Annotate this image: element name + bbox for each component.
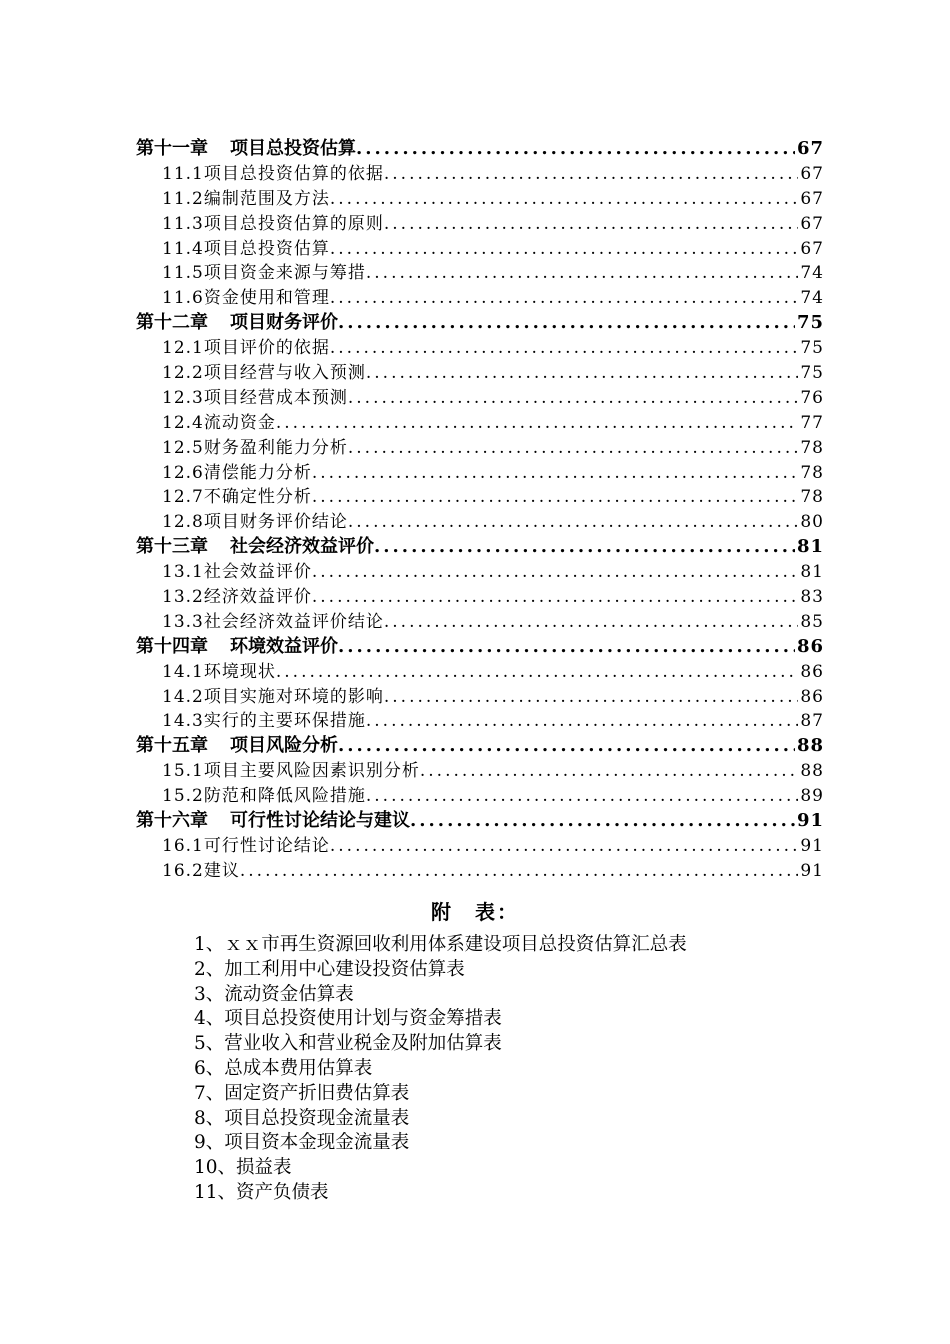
toc-dot-leader (330, 336, 799, 361)
toc-section-entry[interactable] (136, 585, 824, 610)
appendix-item: 9、项目资本金现金流量表 (194, 1132, 410, 1154)
toc-section-entry[interactable] (136, 834, 824, 859)
toc-page-number: 77 (800, 412, 824, 433)
toc-section-entry[interactable] (136, 261, 824, 286)
toc-section-entry[interactable] (136, 685, 824, 710)
toc-section-entry[interactable] (136, 361, 824, 386)
toc-entry-label: 13.2经济效益评价 (162, 587, 312, 608)
appendix-item: 2、加工利用中心建设投资估算表 (194, 958, 465, 980)
toc-dot-leader (366, 784, 799, 809)
toc-entry-label: 12.3项目经营成本预测 (162, 387, 348, 408)
toc-dot-leader (374, 535, 795, 560)
toc-page-number: 74 (800, 288, 824, 309)
table-of-contents (136, 137, 824, 884)
toc-chapter-entry[interactable] (136, 635, 824, 660)
toc-page-number: 67 (800, 188, 824, 209)
toc-section-entry[interactable] (136, 162, 824, 187)
toc-entry-label: 13.3社会经济效益评价结论 (162, 611, 384, 632)
toc-dot-leader (348, 386, 799, 411)
appendix-item: 6、总成本费用估算表 (194, 1057, 373, 1079)
toc-dot-leader (330, 834, 799, 859)
toc-entry-label: 11.3项目总投资估算的原则 (162, 213, 384, 234)
toc-dot-leader (420, 759, 799, 784)
toc-chapter-number: 第十一章 (136, 138, 208, 159)
toc-section-entry[interactable] (136, 286, 824, 311)
toc-dot-leader (312, 461, 799, 486)
appendix-item: 5、营业收入和营业税金及附加估算表 (194, 1033, 502, 1055)
toc-page-number: 88 (796, 735, 824, 757)
toc-chapter-entry[interactable] (136, 311, 824, 336)
toc-entry-label: 13.1社会效益评价 (162, 562, 312, 583)
toc-dot-leader (330, 237, 799, 262)
toc-dot-leader (384, 610, 799, 635)
toc-section-entry[interactable] (136, 784, 824, 809)
toc-chapter-number: 第十五章 (136, 735, 208, 757)
toc-dot-leader (366, 361, 799, 386)
toc-entry-label: 11.6资金使用和管理 (162, 288, 330, 309)
toc-entry-label: 11.5项目资金来源与筹措 (162, 263, 366, 284)
toc-section-entry[interactable] (136, 859, 824, 884)
toc-page-number: 75 (800, 363, 824, 384)
toc-section-entry[interactable] (136, 709, 824, 734)
toc-page-number: 81 (800, 562, 824, 583)
toc-chapter-number: 第十二章 (136, 312, 208, 334)
toc-dot-leader (366, 261, 799, 286)
appendix-item: 7、固定资产折旧费估算表 (194, 1082, 410, 1104)
appendix-title: 附 表： (431, 900, 519, 924)
toc-section-entry[interactable] (136, 411, 824, 436)
appendix-item: 4、项目总投资使用计划与资金筹措表 (194, 1008, 502, 1030)
toc-section-entry[interactable] (136, 660, 824, 685)
toc-dot-leader (384, 162, 799, 187)
toc-dot-leader (330, 187, 799, 212)
appendix-item: 10、损益表 (194, 1157, 292, 1179)
toc-dot-leader (348, 510, 799, 535)
toc-dot-leader (348, 436, 799, 461)
appendix-item: 11、资产负债表 (194, 1181, 329, 1203)
appendix-item: 1、ｘｘ市再生资源回收利用体系建设项目总投资估算汇总表 (194, 934, 687, 955)
appendix-item: 3、流动资金估算表 (194, 983, 354, 1005)
toc-section-entry[interactable] (136, 759, 824, 784)
toc-entry-label: 12.8项目财务评价结论 (162, 512, 348, 533)
toc-entry-label (136, 311, 338, 336)
toc-section-entry[interactable] (136, 510, 824, 535)
toc-dot-leader (240, 859, 799, 884)
toc-page-number: 76 (800, 387, 824, 408)
toc-page-number: 67 (800, 213, 824, 234)
toc-chapter-entry[interactable] (136, 137, 824, 162)
toc-dot-leader (338, 311, 795, 336)
toc-entry-label: 12.2项目经营与收入预测 (162, 363, 366, 384)
toc-page-number: 67 (796, 138, 824, 159)
toc-entry-label: 15.1项目主要风险因素识别分析 (162, 761, 420, 782)
toc-section-entry[interactable] (136, 560, 824, 585)
toc-entry-label: 12.7不确定性分析 (162, 487, 312, 508)
toc-entry-label (136, 809, 410, 834)
toc-entry-label (136, 734, 338, 759)
toc-chapter-entry[interactable] (136, 734, 824, 759)
toc-chapter-entry[interactable] (136, 535, 824, 560)
toc-page-number: 83 (800, 587, 824, 608)
toc-section-entry[interactable] (136, 237, 824, 262)
toc-page-number: 78 (800, 437, 824, 458)
toc-entry-label (136, 137, 356, 162)
toc-section-entry[interactable] (136, 187, 824, 212)
toc-entry-label: 11.1项目总投资估算的依据 (162, 163, 384, 184)
toc-section-entry[interactable] (136, 610, 824, 635)
toc-dot-leader (356, 137, 795, 162)
toc-entry-label: 14.3实行的主要环保措施 (162, 711, 366, 732)
toc-page-number: 86 (796, 635, 824, 657)
toc-page-number: 87 (800, 711, 824, 732)
toc-entry-label: 12.6清偿能力分析 (162, 462, 312, 483)
toc-entry-label: 12.5财务盈利能力分析 (162, 437, 348, 458)
toc-dot-leader (384, 212, 799, 237)
toc-entry-label: 11.4项目总投资估算 (162, 238, 330, 259)
toc-entry-label: 14.1环境现状 (162, 661, 276, 682)
toc-chapter-number: 第十六章 (136, 810, 208, 832)
toc-entry-label (136, 635, 338, 660)
toc-dot-leader (384, 685, 799, 710)
toc-dot-leader (330, 286, 799, 311)
toc-page-number: 78 (800, 462, 824, 483)
toc-section-entry[interactable] (136, 461, 824, 486)
toc-dot-leader (312, 485, 799, 510)
toc-dot-leader (312, 560, 799, 585)
toc-section-entry[interactable] (136, 485, 824, 510)
toc-section-entry[interactable] (136, 336, 824, 361)
toc-page-number: 78 (800, 487, 824, 508)
toc-chapter-number: 第十三章 (136, 536, 208, 558)
toc-chapter-title: 项目财务评价 (230, 312, 338, 334)
appendix-item: 8、项目总投资现金流量表 (194, 1107, 410, 1129)
toc-entry-label (136, 535, 374, 560)
toc-page-number: 75 (800, 338, 824, 359)
toc-page-number: 91 (796, 810, 824, 832)
toc-section-entry[interactable] (136, 212, 824, 237)
toc-section-entry[interactable] (136, 436, 824, 461)
toc-page-number: 81 (796, 536, 824, 558)
toc-entry-label: 11.2编制范围及方法 (162, 188, 330, 209)
toc-dot-leader (276, 660, 799, 685)
toc-page-number: 91 (800, 835, 824, 856)
toc-dot-leader (338, 734, 795, 759)
toc-entry-label: 16.1可行性讨论结论 (162, 835, 330, 856)
toc-chapter-title: 项目风险分析 (230, 735, 338, 757)
toc-dot-leader (312, 585, 799, 610)
toc-dot-leader (366, 709, 799, 734)
toc-page-number: 75 (796, 312, 824, 334)
toc-dot-leader (338, 635, 795, 660)
toc-chapter-entry[interactable] (136, 809, 824, 834)
toc-dot-leader (276, 411, 799, 436)
toc-page-number: 86 (800, 686, 824, 707)
toc-page-number: 91 (800, 860, 824, 881)
toc-entry-label: 16.2建议 (162, 860, 240, 881)
toc-page-number: 67 (800, 238, 824, 259)
toc-entry-label: 12.4流动资金 (162, 412, 276, 433)
toc-page-number: 80 (800, 512, 824, 533)
toc-page-number: 88 (800, 761, 824, 782)
toc-chapter-title: 社会经济效益评价 (230, 536, 374, 558)
toc-chapter-number: 第十四章 (136, 635, 208, 657)
toc-dot-leader (410, 809, 795, 834)
toc-page-number: 85 (800, 611, 824, 632)
toc-section-entry[interactable] (136, 386, 824, 411)
toc-page-number: 67 (800, 163, 824, 184)
toc-page-number: 86 (800, 661, 824, 682)
toc-chapter-title: 可行性讨论结论与建议 (230, 810, 410, 832)
toc-entry-label: 14.2项目实施对环境的影响 (162, 686, 384, 707)
toc-entry-label: 15.2防范和降低风险措施 (162, 786, 366, 807)
toc-chapter-title: 环境效益评价 (230, 635, 338, 657)
toc-page-number: 89 (800, 786, 824, 807)
toc-entry-label: 12.1项目评价的依据 (162, 338, 330, 359)
toc-chapter-title: 项目总投资估算 (230, 138, 356, 159)
appendix-list (194, 933, 687, 1206)
toc-page-number: 74 (800, 263, 824, 284)
